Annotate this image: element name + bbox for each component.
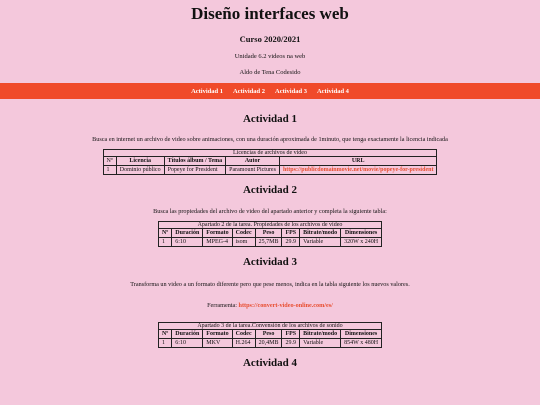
table-cell: 6:10 (172, 238, 203, 247)
table-row (158, 339, 381, 348)
table-cell: 6:10 (172, 339, 203, 348)
column-header: Formato (203, 229, 232, 238)
table-header-row (103, 157, 437, 166)
table-cell: H.264 (232, 339, 255, 348)
table-cell: MKV (203, 339, 232, 348)
column-header: Duración (172, 229, 203, 238)
course-label: Curso 2020/2021 (239, 34, 301, 44)
column-header: Autor (226, 157, 280, 166)
section-title: Actividad 1 (242, 113, 298, 125)
section-title: Actividad 3 (242, 256, 298, 268)
table-cell: isom (232, 238, 255, 247)
table-row (158, 238, 381, 247)
section-actividad-3 (0, 256, 540, 348)
unit-label: Unidade 6.2 videos na web (234, 53, 306, 60)
column-header: Nº (158, 229, 171, 238)
properties-table (158, 221, 382, 247)
column-header: Dimensiones (341, 229, 382, 238)
table-cell: 29.9 (282, 238, 300, 247)
nav-link-actividad-1[interactable]: Actividad 1 (191, 87, 224, 95)
conversion-table (158, 322, 382, 348)
column-header: Codec (232, 330, 255, 339)
column-header: Dimensiones (341, 330, 382, 339)
table-caption: Apartado 3 de la tarea.Convensión de los archivos de sonido (158, 322, 382, 329)
column-header: Peso (255, 330, 282, 339)
table-cell: Dominio público (116, 166, 164, 175)
section-title: Actividad 4 (242, 357, 298, 369)
column-header: Duración (172, 330, 203, 339)
table-cell: 20,4MB (255, 339, 282, 348)
column-header: Títulos álbum / Tema (164, 157, 226, 166)
nav-link-actividad-4[interactable]: Actividad 4 (316, 87, 349, 95)
section-actividad-2 (0, 184, 540, 247)
section-title: Actividad 2 (242, 184, 298, 196)
table-cell: Variable (300, 339, 341, 348)
section-description: Busca las propiedades del archivo de video del apartado anterior y completa la siguiente tabla: (153, 208, 387, 215)
column-header: Codec (232, 229, 255, 238)
page-header (0, 0, 540, 76)
column-header: Nº (103, 157, 116, 166)
table-cell: 25,7MB (255, 238, 282, 247)
nav-link-actividad-2[interactable]: Actividad 2 (233, 87, 265, 95)
table-header-row (158, 229, 381, 238)
table-cell: 1 (158, 339, 171, 348)
table-cell: 320W x 240H (341, 238, 382, 247)
author-label: Aldo de Tena Codesido (239, 69, 301, 76)
section-actividad-4 (0, 357, 540, 369)
license-table (103, 149, 438, 175)
url-link[interactable]: https://publicdomainmovie.net/movie/popeye-for-president (282, 167, 434, 173)
section-description: Busca en internet un archivo de video sobre animaciones, con una duración aproximada de 1minuto, que tenga exactamente la licencia indicada (92, 136, 448, 143)
table-cell: Variable (300, 238, 341, 247)
table-cell: 1 (158, 238, 171, 247)
column-header: Nº (158, 330, 171, 339)
table-cell: MPEG-4 (203, 238, 232, 247)
table-cell (279, 166, 437, 175)
column-header: Formato (203, 330, 232, 339)
column-header: Bitrate/modo (300, 229, 341, 238)
table-row (103, 166, 437, 175)
tool-line (0, 302, 540, 309)
column-header: FPS (282, 330, 300, 339)
column-header: FPS (282, 229, 300, 238)
table-cell: Paramount Pictures (226, 166, 280, 175)
table-cell: 29.9 (282, 339, 300, 348)
section-actividad-1 (0, 113, 540, 175)
tool-label: Ferramenta: (207, 302, 239, 309)
table-cell: 1 (103, 166, 116, 175)
column-header: Licencia (116, 157, 164, 166)
table-cell: 854W x 480H (341, 339, 382, 348)
page-title: Diseño interfaces web (191, 4, 349, 23)
column-header: URL (279, 157, 437, 166)
column-header: Bitrate/modo (300, 330, 341, 339)
column-header: Peso (255, 229, 282, 238)
table-header-row (158, 330, 381, 339)
nav-link-actividad-3[interactable]: Actividad 3 (275, 87, 307, 95)
table-caption: Licencias de archivos de video (103, 149, 438, 156)
activity-nav (0, 83, 540, 99)
table-caption: Apartado 2 de la tarea. Propiedades de los archivos de video (158, 221, 382, 228)
table-cell: Popeye for President (164, 166, 226, 175)
tool-link[interactable]: https://convert-video-online.com/es/ (238, 302, 333, 309)
section-description: Transforma un video a un formato diferente pero que pese menos, indica en la tabla siguiente los nuevos valores. (130, 281, 410, 288)
